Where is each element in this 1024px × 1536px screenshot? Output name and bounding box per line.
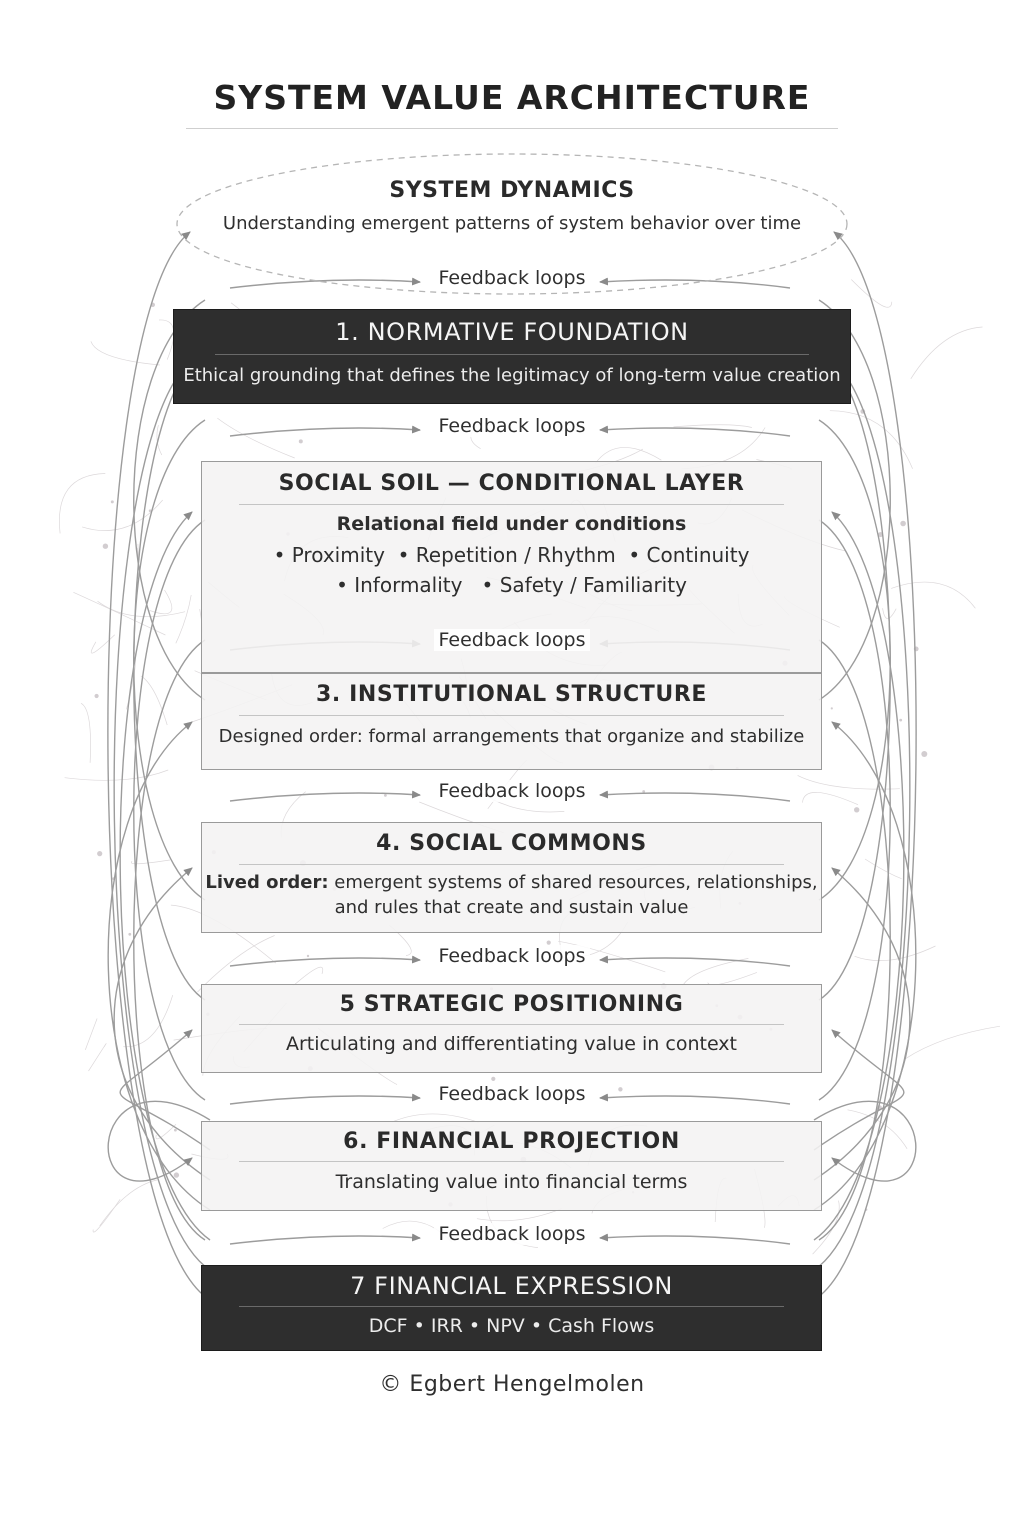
right-loop-arc [819,640,890,1240]
strategic-text: Articulating and differentiating value in context [286,1033,737,1055]
network-node [921,751,927,757]
layer-financial-projection [201,1121,822,1211]
divider [239,864,784,865]
network-node [95,694,99,698]
commons-heading: 4. SOCIAL COMMONS [376,831,647,856]
network-strand [911,327,983,379]
feedback-loops-label: Feedback loops [0,1082,1024,1106]
divider [239,504,784,505]
feedback-loops-label: Feedback loops [0,266,1024,290]
divider [239,1161,784,1162]
left-loop-arc [120,512,210,1240]
network-node [174,1129,177,1132]
system-dynamics-subtitle: Understanding emergent patterns of system behavior over time [222,213,802,234]
normative-heading: 1. NORMATIVE FOUNDATION [335,318,689,346]
system-dynamics-heading: SYSTEM DYNAMICS [389,178,635,203]
conditions-row-2: • Informality • Safety / Familiarity [336,573,687,597]
layer-normative-foundation [173,309,851,404]
network-strand [708,972,757,984]
institutional-heading: 3. INSTITUTIONAL STRUCTURE [315,682,708,707]
divider [215,354,810,355]
commons-text-line-1: Lived order: emergent systems of shared resources, relationships, [205,872,818,893]
divider [239,715,784,716]
institutional-text: Designed order: formal arrangements that organize and stabilize [218,726,805,747]
feedback-loops-label: Feedback loops [0,944,1024,968]
social-soil-heading: SOCIAL SOIL — CONDITIONAL LAYER [278,471,745,496]
social-soil-subheading: Relational field under conditions [336,513,687,535]
network-node [174,1172,179,1177]
network-node [299,439,303,443]
layer-social-commons [201,822,822,933]
network-strand [141,676,167,725]
feedback-loops-label: Feedback loops [0,779,1024,803]
network-strand [89,1044,107,1071]
divider [239,1306,784,1307]
network-node [831,707,833,709]
network-node [899,719,902,722]
network-node [900,521,906,527]
feedback-loops-label: Feedback loops [0,414,1024,438]
conditions-row-1: • Proximity • Repetition / Rhythm • Continuity [273,543,750,567]
network-node [97,851,102,856]
feedback-loops-label: Feedback loops [0,1222,1024,1246]
normative-text: Ethical grounding that defines the legitimacy of long-term value creation [183,365,841,386]
expression-heading: 7 FINANCIAL EXPRESSION [350,1272,673,1300]
right-loop-arc [819,350,890,1000]
network-node [854,807,859,812]
network-node [111,500,114,503]
network-node [103,544,108,549]
network-strand [100,1180,158,1226]
projection-heading: 6. FINANCIAL PROJECTION [343,1129,680,1154]
left-loop-arc [114,868,210,1180]
network-node [491,1077,495,1081]
feedback-loops-label: Feedback loops [0,628,1024,652]
page-title: SYSTEM VALUE ARCHITECTURE [213,78,811,117]
left-loop-arc [134,520,205,1100]
network-strand [91,341,160,365]
commons-text-line-2: and rules that create and sustain value [334,897,689,918]
expression-text: DCF • IRR • NPV • Cash Flows [368,1315,655,1337]
strategic-heading: 5 STRATEGIC POSITIONING [339,992,684,1017]
network-strand [81,703,91,763]
right-loop-arc [814,512,904,1240]
layer-financial-expression [201,1265,822,1351]
left-loop-arc [114,360,210,1270]
network-strand [85,1019,97,1050]
left-loop-arc [134,350,205,1000]
projection-text: Translating value into financial terms [335,1171,688,1193]
network-strand [59,474,105,534]
left-loop-arc [134,640,205,1240]
layer-institutional-structure [201,673,822,770]
network-strand [865,859,902,879]
divider [239,1024,784,1025]
title-divider [186,128,838,129]
right-loop-arc [814,868,910,1180]
layer-strategic-positioning [201,984,822,1073]
network-strand [891,582,975,608]
network-strand [905,1026,1000,1059]
copyright: © Egbert Hengelmolen [379,1372,645,1397]
network-node [128,933,131,936]
